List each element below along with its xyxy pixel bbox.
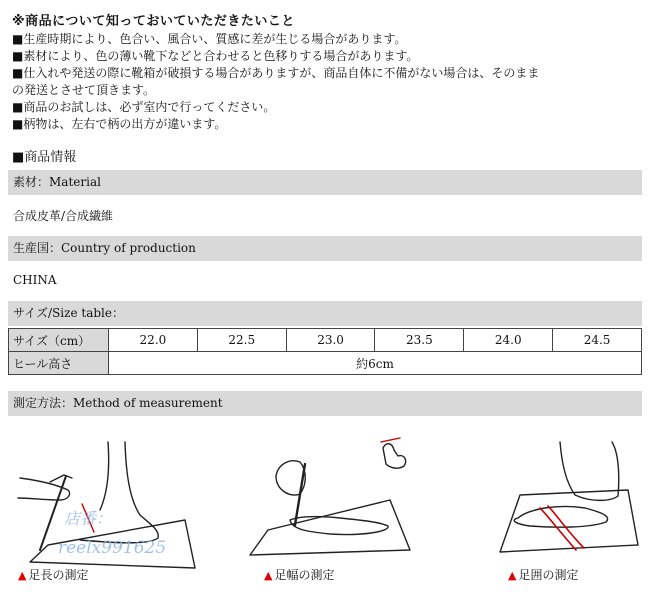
notice-title: ※商品について知っておいていただきたいこと: [12, 14, 295, 29]
notice-item: ■柄物は、左右で柄の出方が違います。: [12, 117, 227, 131]
origin-label-bar: 生産国：Country of production: [8, 236, 642, 261]
size-cell: 24.5: [553, 329, 642, 352]
size-table-label-bar: サイズ/Size table：: [8, 301, 642, 326]
material-value: 合成皮革/合成繊維: [13, 209, 114, 223]
notice-item: ■生産時期により、色合い、風合い、質感に差が生じる場合があります。: [12, 32, 407, 46]
size-table: [8, 328, 642, 375]
notice-item: の発送とさせて頂きます。: [12, 83, 156, 97]
product-info-heading: ■商品情報: [12, 150, 77, 165]
heel-value: 約6cm: [109, 352, 642, 375]
origin-value: CHINA: [13, 273, 57, 287]
caption-text: 足囲の測定: [518, 568, 579, 582]
material-label-bar: 素材：Material: [8, 170, 642, 195]
notice-item: ■素材により、色の薄い靴下などと合わせると色移りする場合があります。: [12, 49, 419, 63]
heel-row-label: ヒール高さ: [9, 352, 109, 375]
measurement-label-bar: 測定方法：Method of measurement: [8, 391, 642, 416]
caption-text: 足幅の測定: [274, 568, 335, 582]
caption-foot-width: [264, 566, 334, 583]
heel-row: [9, 352, 642, 375]
notice-list: [12, 31, 539, 133]
caption-foot-girth: [508, 566, 578, 583]
size-row: [9, 329, 642, 352]
red-triangle-icon: ▲: [508, 569, 517, 582]
caption-foot-length: [18, 566, 88, 583]
red-triangle-icon: ▲: [18, 569, 27, 582]
red-triangle-icon: ▲: [264, 569, 273, 582]
watermark-line2: reelx991625: [58, 538, 167, 558]
notice-item: ■商品のお試しは、必ず室内で行ってください。: [12, 100, 276, 114]
size-row-label: サイズ（cm）: [9, 329, 109, 352]
watermark-line1: 店番：: [64, 509, 113, 528]
size-cell: 23.5: [375, 329, 464, 352]
caption-text: 足長の測定: [28, 568, 89, 582]
size-cell: 22.0: [109, 329, 198, 352]
size-cell: 24.0: [464, 329, 553, 352]
size-cell: 22.5: [197, 329, 286, 352]
size-cell: 23.0: [286, 329, 375, 352]
notice-item: ■仕入れや発送の際に靴箱が破損する場合がありますが、商品自体に不備がない場合は、そのまま: [12, 66, 540, 80]
